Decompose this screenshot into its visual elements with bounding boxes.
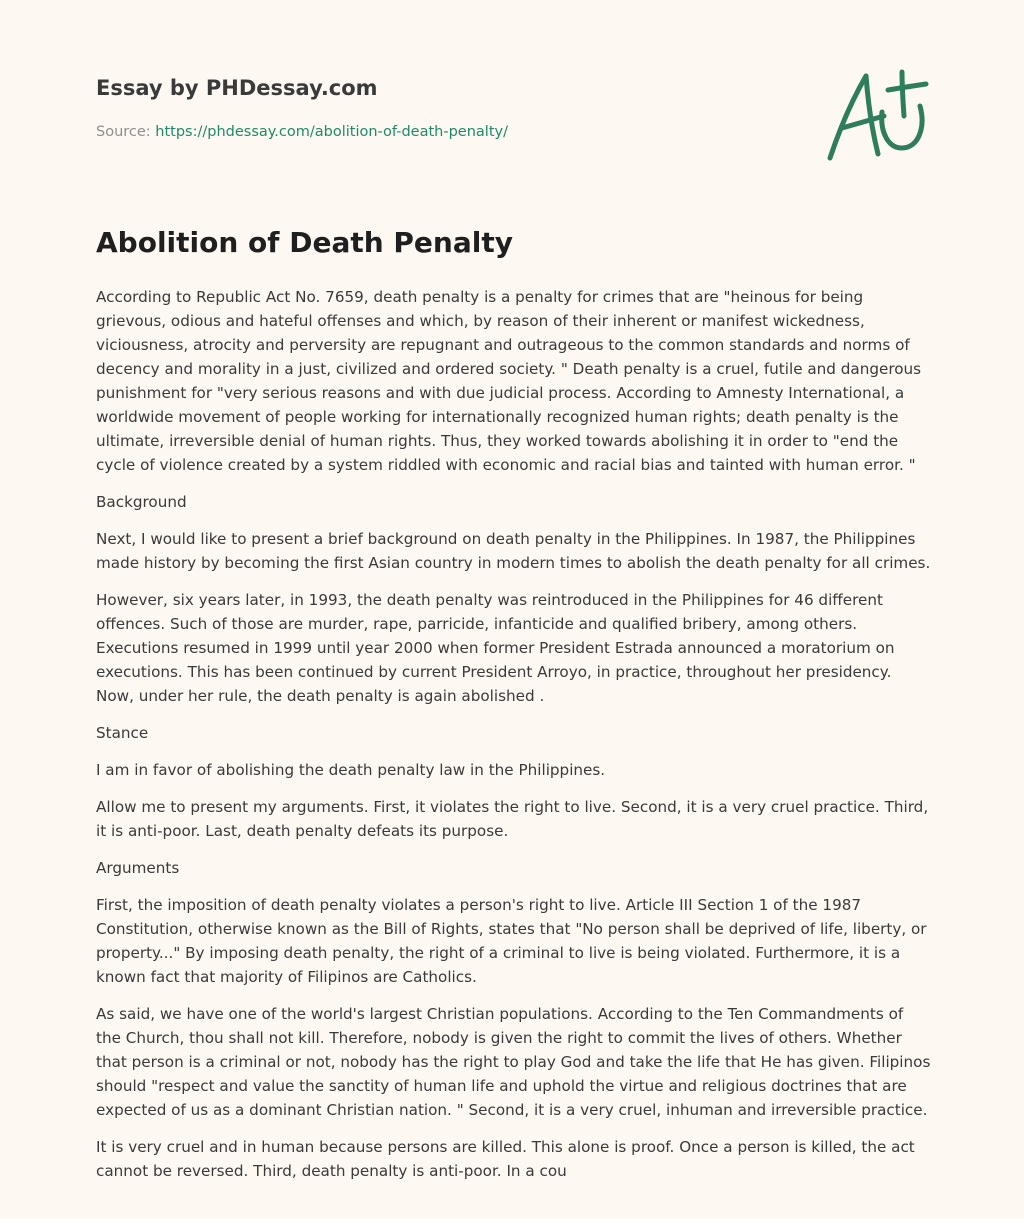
essay-paragraph: As said, we have one of the world's largest Christian populations. According to the Ten Commandments of the Church, thou shall not kill. Therefore, nobody is given the right to commit the lives of others. Whether that person is a criminal or not, nobody has the right to play God and take the life that He has given. Filipinos should "respect and value the sanctity of human life and uphold the virtue and religious doctrines that are expected of us as a dominant Christian nation. " Second, it is a very cruel, inhuman and irreversible practice. xyxy=(96,1005,931,1119)
essay-paragraph: According to Republic Act No. 7659, death penalty is a penalty for crimes that are "heinous for being grievous, odious and hateful offenses and which, by reason of their inherent or manifest wickedness, viciousness, atrocity and perversity are repugnant and outrageous to the common standards and norms of decency and morality in a just, civilized and ordered society. " Death penalty is a cruel, futile and dangerous punishment for "very serious reasons and with due judicial process. According to Amnesty International, a worldwide movement of people working for internationally recognized human rights; death penalty is the ultimate, irreversible denial of human rights. Thus, they worked towards abolishing it in order to "end the cycle of violence created by a system riddled with economic and racial bias and tainted with human error. " xyxy=(96,288,922,474)
source-label: Source: xyxy=(96,124,156,140)
section-heading-stance: Stance xyxy=(96,724,149,742)
essay-paragraph: First, the imposition of death penalty violates a person's right to live. Article III Section 1 of the 1987 Constitution, otherwise known as the Bill of Rights, states that "No person shall be deprived of life, liberty, or property..." By imposing death penalty, the right of a criminal to live is being violated. Furthermore, it is a known fact that majority of Filipinos are Catholics. xyxy=(96,896,927,986)
essay-paragraph: Next, I would like to present a brief background on death penalty in the Philippines. In 1987, the Philippines made history by becoming the first Asian country in modern times to abolish the death penalty for all crimes. xyxy=(96,530,931,572)
essay-title: Abolition of Death Penalty xyxy=(96,226,513,259)
source-line xyxy=(96,124,508,140)
section-heading-arguments: Arguments xyxy=(96,859,180,877)
essay-body xyxy=(96,285,932,1196)
essay-paragraph: It is very cruel and in human because persons are killed. This alone is proof. Once a person is killed, the act cannot be reversed. Third, death penalty is anti-poor. In a cou xyxy=(96,1138,915,1180)
section-heading-background: Background xyxy=(96,493,187,511)
essay-paragraph: I am in favor of abolishing the death penalty law in the Philippines. xyxy=(96,761,606,779)
essay-paragraph: Allow me to present my arguments. First, it violates the right to live. Second, it is a very cruel practice. Third, it is anti-poor. Last, death penalty defeats its purpose. xyxy=(96,798,929,840)
site-brand: Essay by PHDessay.com xyxy=(96,76,378,100)
source-link[interactable]: https://phdessay.com/abolition-of-death-penalty/ xyxy=(155,124,508,140)
essay-paragraph: However, six years later, in 1993, the death penalty was reintroduced in the Philippines for 46 different offences. Such of those are murder, rape, parricide, infanticide and qualified bribery, among others. Executions resumed in 1999 until year 2000 when former President Estrada announced a moratorium on executions. This has been continued by current President Arroyo, in practice, throughout her presidency. Now, under her rule, the death penalty is again abolished . xyxy=(96,591,895,705)
a-plus-logo-icon xyxy=(822,66,932,166)
